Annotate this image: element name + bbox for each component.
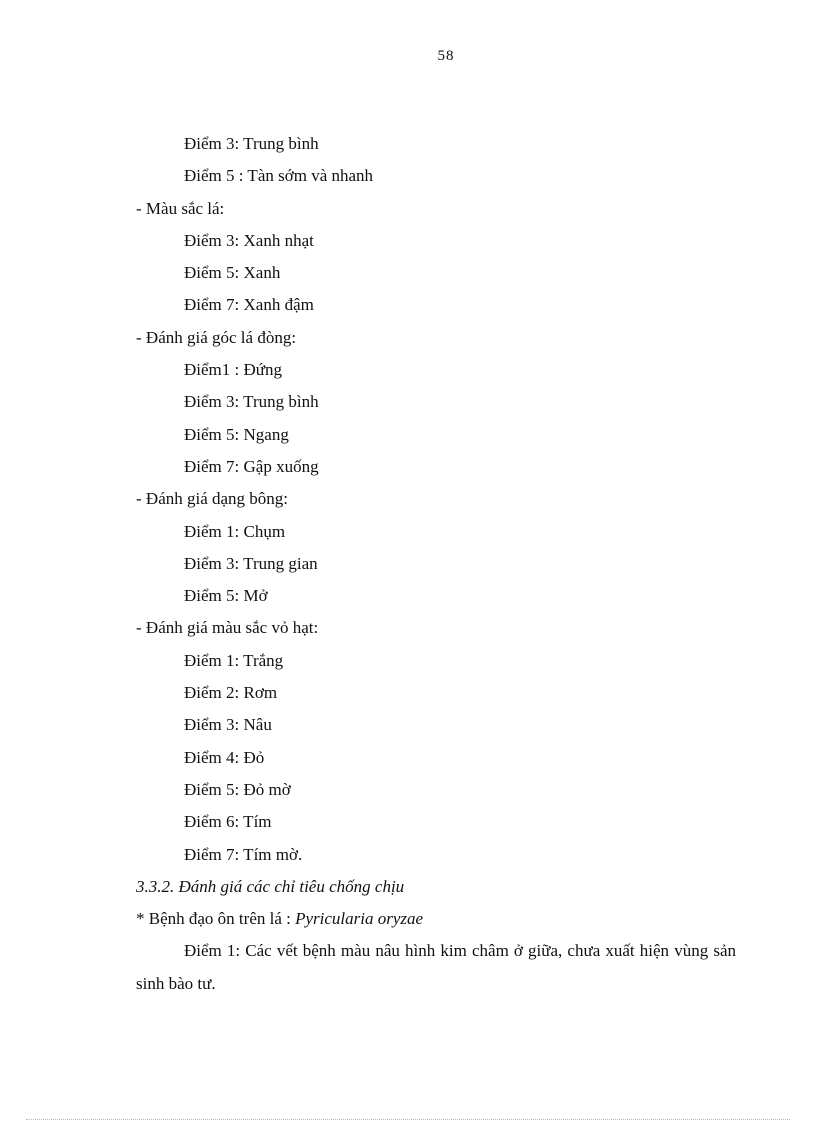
criterion-heading: - Đánh giá màu sắc vỏ hạt:: [136, 618, 319, 638]
criterion-heading: - Đánh giá dạng bông:: [136, 489, 289, 509]
criteria-list: [136, 128, 736, 871]
criterion-heading: - Màu sắc lá:: [136, 198, 225, 218]
score-item: Điểm 3: Trung bình: [184, 134, 319, 153]
criterion-heading: - Đánh giá góc lá đòng:: [136, 327, 297, 347]
score-item: Điểm 4: Đỏ: [184, 747, 265, 767]
score-item: Điểm 5: Đỏ mờ: [184, 779, 291, 799]
pathogen-name: Pyricularia oryzae: [295, 909, 424, 929]
score-item: Điểm 5: Ngang: [184, 424, 289, 444]
score-item: Điểm 5 : Tàn sớm và nhanh: [184, 166, 374, 186]
score-item: Điểm 5: Mở: [184, 586, 268, 606]
footer-dotted-rule: [26, 1119, 790, 1120]
score-paragraph: Điểm 1: Các vết bệnh màu nâu hình kim châm ở giữa, chưa xuất hiện vùng sản sinh bào tư.: [136, 941, 736, 993]
score-item: Điểm1 : Đứng: [184, 360, 282, 380]
score-item: Điểm 5: Xanh: [184, 263, 281, 283]
score-item: Điểm 6: Tím: [184, 812, 272, 832]
score-item: Điểm 1: Trắng: [184, 650, 284, 670]
score-item: Điểm 7: Gập xuống: [184, 456, 319, 476]
score-item: Điểm 3: Xanh nhạt: [184, 230, 314, 250]
page-number: 58: [437, 48, 455, 64]
score-item: Điểm 3: Nâu: [184, 715, 272, 735]
score-item: Điểm 7: Xanh đậm: [184, 295, 314, 315]
score-item: Điểm 7: Tím mờ.: [184, 844, 303, 864]
document-body: [136, 128, 736, 1000]
score-item: Điểm 3: Trung gian: [184, 553, 318, 573]
section-title: 3.3.2. Đánh giá các chỉ tiêu chống chịu: [136, 876, 405, 896]
disease-line: [136, 903, 736, 935]
disease-label: * Bệnh đạo ôn trên lá :: [136, 909, 296, 929]
score-item: Điểm 3: Trung bình: [184, 392, 319, 412]
score-item: Điểm 2: Rơm: [184, 683, 278, 703]
score-item: Điểm 1: Chụm: [184, 521, 286, 541]
